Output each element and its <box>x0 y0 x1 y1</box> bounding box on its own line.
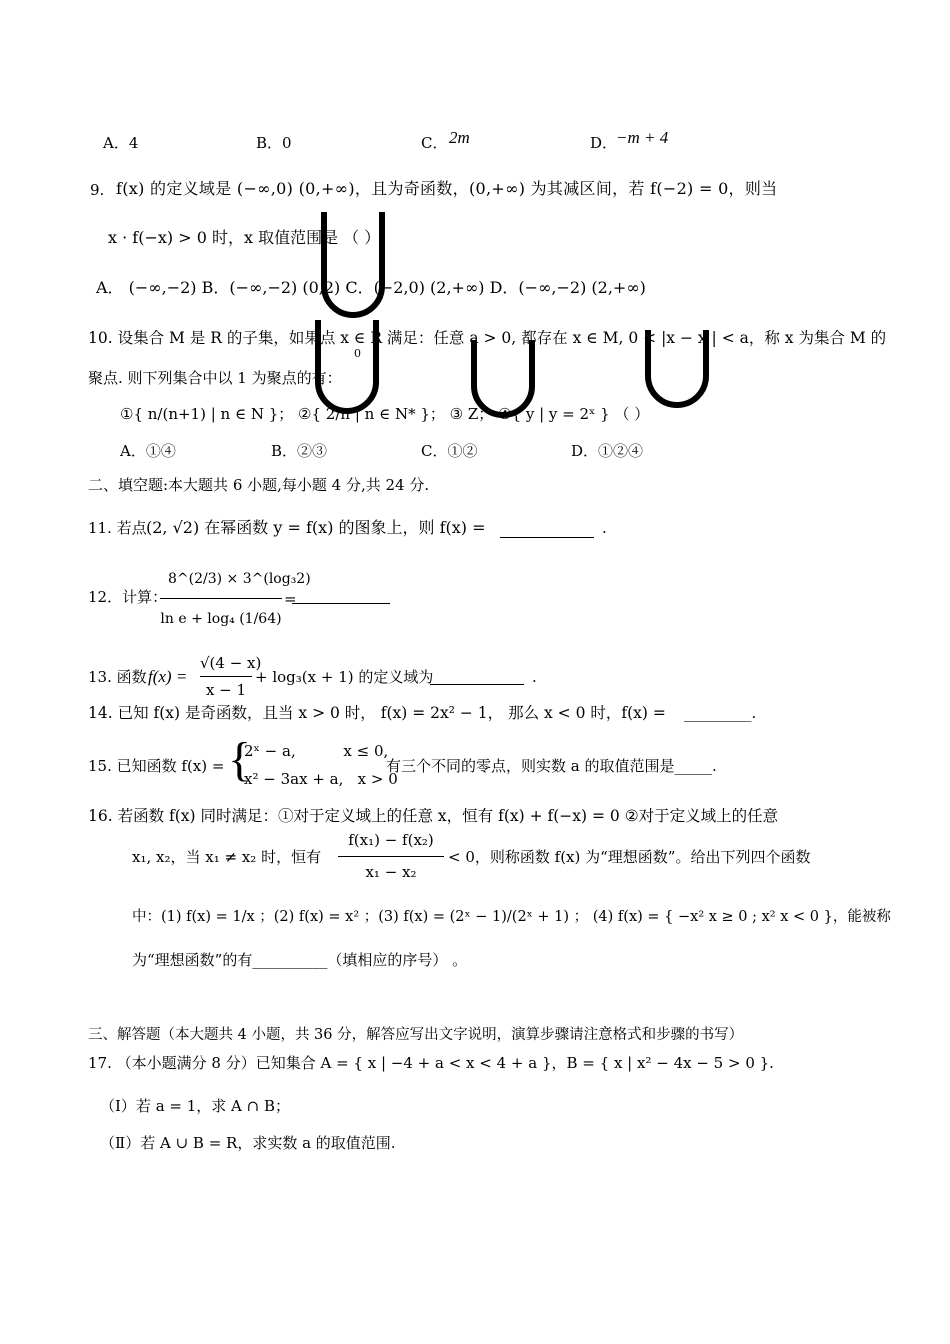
q16-numerator: f(x₁) − f(x₂) <box>348 831 434 849</box>
q13-fraction-bar <box>200 676 252 677</box>
q8-option-c-value: 2m <box>449 128 470 147</box>
q12-denominator: ln e + log₄ (1/64) <box>160 611 282 627</box>
q8-option-b: B．0 <box>256 134 292 152</box>
q15-case-1: 2ˣ − a, x ≤ 0, <box>244 742 389 760</box>
q10-option-a: A．①④ <box>120 442 176 460</box>
q15-case-2: x² − 3ax + a, x > 0 <box>244 770 398 788</box>
union-symbol-artifact <box>318 212 388 324</box>
q13-fx: f(x) = <box>148 667 188 686</box>
q16-line2a: x₁, x₂，当 x₁ ≠ x₂ 时，恒有 <box>132 848 322 866</box>
q11-tail: . <box>602 519 607 537</box>
q15-tail: 有三个不同的零点，则实数 a 的取值范围是_____. <box>386 757 717 775</box>
q14-blank[interactable]: _________. <box>684 704 757 722</box>
q10-line1: 10. 设集合 M 是 R 的子集，如果点 x ∈ R 满足：任意 a > 0, 都存在 x ∈ M, 0 < |x − x | < a，称 x 为集合 M 的 <box>88 329 887 347</box>
q9-line1: f(x) 的定义域是 (−∞,0) (0,+∞)，且为奇函数，(0,+∞) 为其减区间，若 f(−2) = 0，则当 <box>116 179 778 198</box>
q17-part-1: （Ⅰ）若 a = 1，求 A ∩ B； <box>100 1097 291 1115</box>
q16-line4: 为“理想函数”的有__________（填相应的序号） 。 <box>132 951 468 969</box>
q13-numerator: √(4 − x) <box>200 654 262 672</box>
q15-brace: { <box>228 733 252 786</box>
q10-line2: 聚点. 则下列集合中以 1 为聚点的有： <box>88 369 342 387</box>
section-3-heading: 三、解答题（本大题共 4 小题，共 36 分，解答应写出文字说明，演算步骤请注意格式和步骤的书写） <box>88 1027 744 1043</box>
q12-answer-blank[interactable] <box>292 603 390 604</box>
q17-part-2: （Ⅱ）若 A ∪ B = R，求实数 a 的取值范围. <box>100 1134 396 1152</box>
q14-text: 14. 已知 f(x) 是奇函数，且当 x > 0 时， f(x) = 2x² − 1， 那么 x < 0 时，f(x) = <box>88 704 666 722</box>
q12-equals: = <box>284 590 297 608</box>
section-2-heading: 二、填空题:本大题共 6 小题,每小题 4 分,共 24 分. <box>88 476 430 494</box>
q16-line3: 中：(1) f(x) = 1/x ；(2) f(x) = x² ；(3) f(x) = (2ˣ − 1)/(2ˣ + 1) ； (4) f(x) = { −x² x ≥ 0 ; x² x < 0 }，能被称 <box>132 909 891 925</box>
q12-fraction-bar <box>160 598 282 599</box>
q10-option-b: B．②③ <box>271 442 328 460</box>
q10-sets: ①{ n/(n+1) | n ∈ N }； ②{ 2/n | n ∈ N* }； ③ Z； ④{ y | y = 2ˣ } （ ） <box>120 405 650 423</box>
q16-denominator: x₁ − x₂ <box>365 863 417 881</box>
q11-lead: 11. 若点 <box>88 519 147 537</box>
q8-option-d-value: −m + 4 <box>616 128 669 147</box>
q9-line2: x · f(−x) > 0 时，x 取值范围是 （ ） <box>108 228 381 247</box>
q10-option-d: D．①②④ <box>571 442 644 460</box>
q16-fraction-bar <box>338 856 444 857</box>
q15-lead: 15. 已知函数 f(x) = <box>88 757 225 775</box>
q12-numerator: 8^(2/3) × 3^(log₃2) <box>168 571 311 587</box>
q10-subscript: 0 <box>354 347 361 360</box>
q13-end: . <box>532 668 537 686</box>
q12-lead: 12．计算： <box>88 588 168 606</box>
q11-answer-blank[interactable] <box>500 537 594 538</box>
q13-lead: 13. 函数 <box>88 668 147 686</box>
q9-number: 9. <box>90 181 105 199</box>
q16-line2b: < 0，则称函数 f(x) 为“理想函数”。给出下列四个函数 <box>448 848 811 866</box>
q9-options: A． (−∞,−2) B．(−∞,−2) (0,2) C．(−2,0) (2,+∞) D．(−∞,−2) (2,+∞) <box>96 278 646 297</box>
q13-tail: + log₃(x + 1) 的定义域为 <box>255 668 434 686</box>
q16-line1: 16. 若函数 f(x) 同时满足：①对于定义域上的任意 x，恒有 f(x) + f(−x) = 0 ②对于定义域上的任意 <box>88 807 779 825</box>
q17-text: 17. （本小题满分 8 分）已知集合 A = { x | −4 + a < x < 4 + a }，B = { x | x² − 4x − 5 > 0 }. <box>88 1054 774 1072</box>
q8-option-c: C． <box>421 134 448 152</box>
q11-body: (2, √2) 在幂函数 y = f(x) 的图象上，则 f(x) = <box>146 518 486 537</box>
q13-denominator: x − 1 <box>205 681 247 699</box>
q8-option-a: A．4 <box>103 134 139 152</box>
q8-option-d: D． <box>590 134 618 152</box>
q13-answer-blank[interactable] <box>430 684 524 685</box>
q10-option-c: C．①② <box>421 442 478 460</box>
